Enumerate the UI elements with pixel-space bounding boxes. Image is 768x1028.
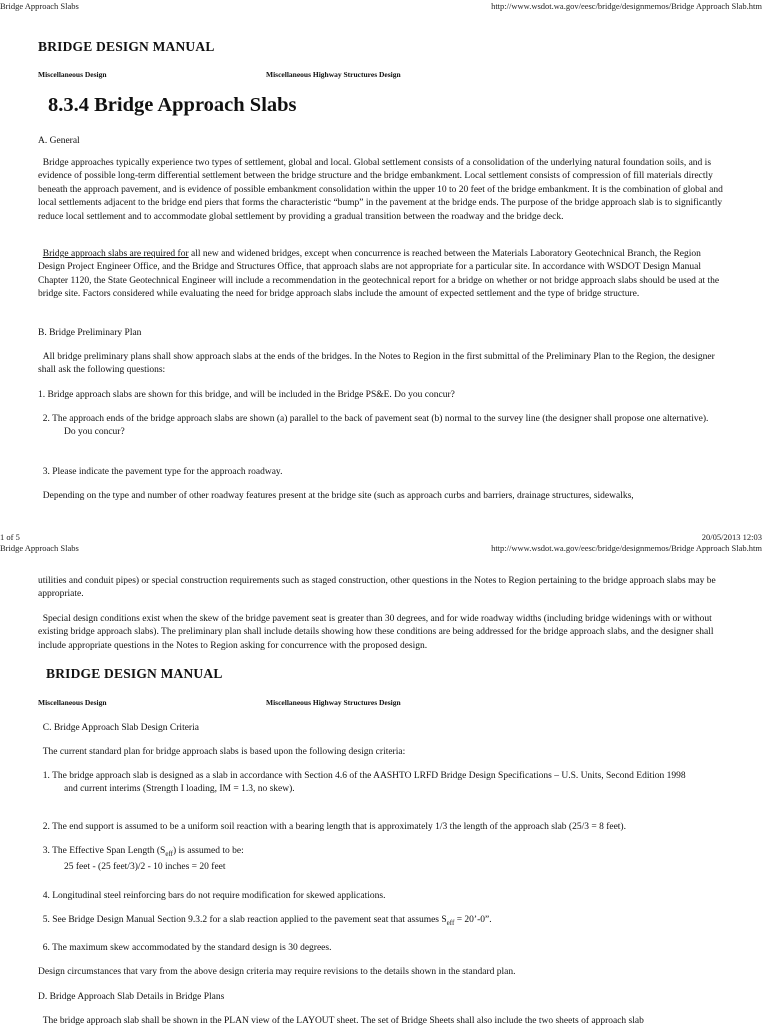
subheading-right: Miscellaneous Highway Structures Design [266, 70, 401, 79]
criteria-6: 6. The maximum skew accommodated by the standard design is 30 degrees. [42, 943, 332, 953]
paragraph-design-criteria-intro: The current standard plan for bridge approach slabs is based upon the following design criteria: [42, 747, 406, 757]
criteria-2: 2. The end support is assumed to be a uniform soil reaction with a bearing length that is approximately 1/3 the length of the approach slab (25/3 = 8 feet). [42, 822, 626, 832]
manual-title: BRIDGE DESIGN MANUAL [38, 39, 215, 54]
subheading-left: Miscellaneous Design [38, 698, 107, 707]
paragraph-design-circumstances: Design circumstances that vary from the above design criteria may require revisions to the details shown in the standard plan. [38, 967, 516, 977]
header-url: http://www.wsdot.wa.gov/eesc/bridge/designmemos/Bridge Approach Slab.htm [491, 1, 762, 11]
criteria-1: 1. The bridge approach slab is designed as a slab in accordance with Section 4.6 of the AASHTO LRFD Bridge Design Specifications – U.S. Units, Second Edition 1998 and current interims (Strength I loading, IM = 1.3, no skew). [42, 771, 686, 795]
header-title: Bridge Approach Slabs [0, 1, 79, 11]
criteria-4: 4. Longitudinal steel reinforcing bars do not require modification for skewed applications. [42, 891, 386, 901]
criteria-3: 3. The Effective Span Length $(S_{eff})$ is assumed to be: 25 feet - (25 feet/3)/2 - 10 inches = 20 feet [42, 846, 244, 873]
underlined-text: Bridge approach slabs are required for [42, 249, 189, 259]
subheading-right: Miscellaneous Highway Structures Design [266, 698, 401, 707]
heading-a-general: A. General [38, 136, 80, 146]
heading-b-preliminary-plan: B. Bridge Preliminary Plan [38, 328, 142, 338]
paragraph-roadway-features: Depending on the type and number of other roadway features present at the bridge site (such as approach curbs and barriers, drainage structures, sidewalks, [42, 491, 634, 501]
criteria-5: 5. See Bridge Design Manual Section 9.3.2 for a slab reaction applied to the pavement seat that assumes $S_{eff}$ = 20’-0”. [42, 915, 492, 927]
section-title: 8.3.4 Bridge Approach Slabs [48, 94, 297, 116]
paragraph-settlement: Bridge approaches typically experience two types of settlement, global and local. Global settlement consists of a consolidation of the underlying natural foundation soils, and is evidence of possible long-term differential settlement between the bridge structure and the bridge embankment. Local settlement consists of compression of fill materials directly beneath the approach pavement, and is evidence of possible embankment consolidation within the upper 10 to 20 feet of the bridge embankment. It is the combination of global and local settlements adjacent to the bridge end piers that forms the characteristic “bump” in the pavement at the bridge ends. The purpose of the bridge approach slab is to significantly reduce local settlement and to accommodate global settlement by providing a gradual transition between the roadway and the bridge deck. [38, 158, 723, 222]
paragraph-continued: utilities and conduit pipes) or special construction requirements such as staged construction, other questions in the Notes to Region pertaining to the bridge approach slabs may be appropriate. [38, 576, 716, 600]
heading-d-plan-details: D. Bridge Approach Slab Details in Bridge Plans [38, 992, 225, 1002]
header-title: Bridge Approach Slabs [0, 543, 79, 553]
manual-title: BRIDGE DESIGN MANUAL [46, 666, 223, 681]
question-3: 3. Please indicate the pavement type for the approach roadway. [42, 467, 283, 477]
question-2: 2. The approach ends of the bridge approach slabs are shown (a) parallel to the back of pavement seat (b) normal to the survey line (the designer shall propose one alternative). Do you concur? [42, 414, 709, 438]
page-number: 1 of 5 [0, 532, 20, 542]
question-1: 1. Bridge approach slabs are shown for this bridge, and will be included in the Bridge PS&E. Do you concur? [38, 390, 455, 400]
paragraph-special-conditions: Special design conditions exist when the skew of the bridge pavement seat is greater than 30 degrees, and for wide roadway widths (including bridge widenings with or without existing bridge approach slabs). The preliminary plan shall include details showing how these conditions are being addressed for the bridge approach slabs, and the designer shall include appropriate questions in the Notes to Region asking for concurrence with the proposed design. [38, 614, 714, 651]
header-url: http://www.wsdot.wa.gov/eesc/bridge/designmemos/Bridge Approach Slab.htm [491, 543, 762, 553]
print-timestamp: 20/05/2013 12:03 [701, 532, 762, 542]
paragraph-plan-details: The bridge approach slab shall be shown in the PLAN view of the LAYOUT sheet. The set of Bridge Sheets shall also include the two sheets of approach slab [42, 1016, 644, 1026]
paragraph-requirement: Bridge approach slabs are required for all new and widened bridges, except when concurrence is reached between the Materials Laboratory Geotechnical Branch, the Region Design Project Engineer Office, and the Bridge and Structures Office, that approach slabs are not appropriate for a particular site. In accordance with WSDOT Design Manual Chapter 1120, the State Geotechnical Engineer will include a recommendation in the geotechnical report for a bridge on whether or not bridge approach slabs should be used at the bridge site. Factors considered while evaluating the need for bridge approach slabs include the amount of expected settlement and the type of bridge structure. [38, 249, 720, 300]
heading-c-design-criteria: C. Bridge Approach Slab Design Criteria [42, 723, 199, 733]
paragraph-preliminary-plan: All bridge preliminary plans shall show approach slabs at the ends of the bridges. In the Notes to Region in the first submittal of the Preliminary Plan to the Region, the designer shall ask the following questions: [38, 352, 715, 376]
subheading-left: Miscellaneous Design [38, 70, 107, 79]
